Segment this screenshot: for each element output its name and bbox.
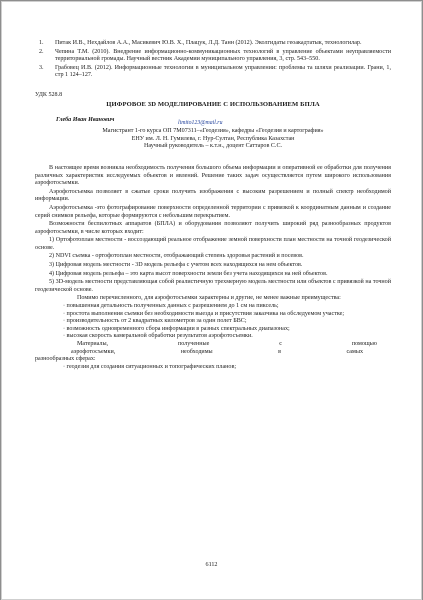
advantage-item: · производительность от 2 квадратных километров за один полет БВС;	[63, 318, 247, 325]
word: необходимы	[180, 348, 213, 355]
sphere-item: · геодезия для создания ситуационных и топографических планов;	[63, 363, 237, 370]
reference-item	[35, 49, 391, 64]
word: самых	[346, 348, 363, 355]
reference-list	[35, 40, 391, 80]
product-item: 5) 3D-модель местности представляющая собой реалистичную трехмерную модель местности или объектов с привязкой на точной геодезической основе.	[35, 279, 391, 293]
author-email-link[interactable]: limito123@mail.ru	[178, 120, 223, 127]
reference-text: Чепина Т.М. (2010). Внедрение информационно-коммуникационных технологий в управление объектами неуправляемости территориальной громады. Научный вестник Академии муниципального управления, 3, стр. 543–550.	[55, 48, 391, 63]
product-item: 1) Ортофотоплан местности - воссоздающий реальное отображение земной поверхности план местности на точной геодезической основе.	[35, 237, 391, 251]
article-title: ЦИФРОВОЕ 3D МОДЕЛИРОВАНИЕ С ИСПОЛЬЗОВАНИЕМ БПЛА	[106, 100, 320, 108]
author-row	[35, 117, 391, 126]
word: аэрофотосъемки,	[71, 348, 116, 355]
paragraph: В настоящее время возникла необходимость получения большого объема информации и оперативной ее обработки для получения различных характеристик исследуемых объектов и явлений. Решение таких задач осуществляется путем широкого использования аэрофотосъемки.	[35, 164, 391, 187]
paragraph: Аэрофотосъемка позволяет в сжатые сроки получить изображения с высоким разрешением и полный спектр необходимой информации.	[35, 188, 391, 203]
author-name: Глеба Иван Иванович	[56, 117, 115, 124]
affiliation-line: Магистрант 1-го курса ОП 7М07311–«Геодезия», кафедры «Геодезия и картография»	[102, 128, 324, 135]
product-item: 2) NDVI съемка - ортофотоплан местности, отображающий степень здоровья растений и посевов.	[49, 253, 304, 260]
reference-text: Питак И.В., Нехдайлов А.А., Масикевич Ю.В. Х., Плацук, Л.Д. Танн (2012). Эколгидаты геоакадтатык, технологилар.	[55, 40, 362, 46]
article-body	[35, 165, 391, 371]
advantage-item: · высокая скорость камеральной обработки результатов аэрофотосъемки.	[63, 333, 253, 340]
word: в	[278, 348, 282, 355]
materials-line: разнообразных сферах:	[35, 356, 96, 363]
word: с	[279, 341, 282, 347]
product-item: 3) Цифровая модель местности - 3D модель рельефа с учетом всех находящихся на нем объектов.	[49, 262, 303, 269]
page-number: 6112	[205, 562, 218, 568]
product-item: 4) Цифровая модель рельефа – это карта высот поверхности земли без учета находящихся на ней объектов.	[49, 270, 328, 277]
affiliation-line: ЕНУ им. Л. Н. Гумилева, г. Нур-Султан, Республика Казахстан	[131, 135, 295, 142]
affiliation-line: Научный руководитель – к.т.н., доцент Саттаров С.С.	[143, 143, 283, 150]
reference-item	[35, 65, 391, 80]
reference-number: 3.	[39, 64, 44, 71]
paragraph: Возможности беспилотных аппаратов (БПЛА) и оборудования позволяют получить широкий ряд разнообразных продуктов аэрофотосъемки, в числе которых входит:	[35, 221, 391, 235]
document-page	[1, 1, 422, 600]
advantage-item: · возможность одновременного сбора информации в разных спектральных диапазонах;	[63, 325, 290, 332]
affiliation-block	[35, 128, 391, 151]
word: помощью	[351, 341, 377, 347]
materials-line	[35, 341, 391, 349]
page-content	[35, 40, 391, 371]
paragraph: Помимо перечисленного, для аэрофотосъемки характерны и другие, не менее важные преимущества:	[77, 295, 341, 302]
reference-item	[35, 40, 391, 48]
reference-number: 2.	[39, 48, 44, 55]
word: Материалы,	[77, 341, 109, 347]
advantage-item: · повышенная детальность полученных данных с разрешением до 1 см на пиксель;	[63, 303, 279, 310]
reference-text: Грабовец И.В. (2012). Информационные технологии в муниципальном управлении: проблемы та шляхи реализации. Грани, 1, стр 1 124–127.	[55, 64, 391, 79]
word: полученные	[177, 341, 210, 347]
advantage-item: · простота выполнения съемки без необходимости выезда и присутствия заказчика на обследуемом участке;	[63, 310, 345, 317]
reference-number: 1.	[39, 40, 44, 46]
udk-code: УДК 528.8	[35, 91, 63, 98]
paragraph: Аэрофотосъемка -это фотографирование поверхности определенной территории с привязкой к координатным данным и создание серий снимков рельефа, которые формируются с небольшим перекрытием.	[35, 204, 391, 219]
